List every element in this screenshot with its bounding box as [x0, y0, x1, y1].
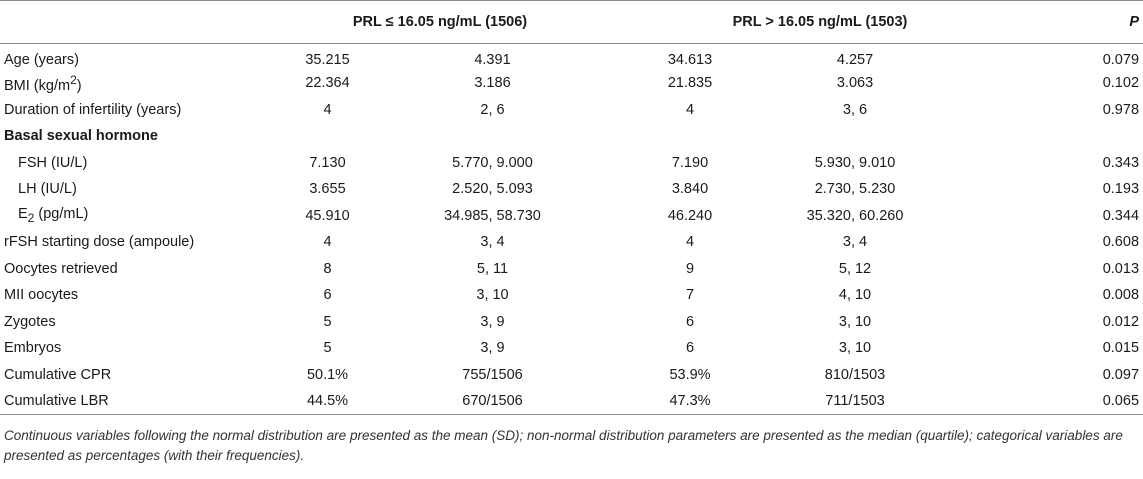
- cell-low-value: 4: [323, 101, 332, 118]
- row-label: Oocytes retrieved: [4, 260, 118, 277]
- table-row: [0, 309, 1143, 336]
- header-p-value: P: [1129, 14, 1140, 30]
- cell-high-spread: 3.063: [836, 75, 874, 92]
- cell-p-value: 0.015: [1102, 340, 1140, 357]
- cell-high-value: 34.613: [667, 51, 713, 68]
- cell-p-value: 0.065: [1102, 393, 1140, 409]
- cell-low-spread: 2, 6: [480, 101, 505, 118]
- cell-high-value: 47.3%: [669, 393, 711, 409]
- table-footnote: Continuous variables following the normal distribution are presented as the mean (SD); non-normal distribution parameters are presented as the median (quartile); categorical variables are presented as percentages (with their frequencies).: [4, 428, 1123, 463]
- cell-high-value: 4: [685, 234, 695, 251]
- cell-low-value: 7.130: [309, 154, 346, 171]
- cell-p-value: 0.193: [1102, 181, 1140, 198]
- cell-p-value: 0.012: [1102, 313, 1140, 330]
- cell-low-value: 44.5%: [306, 393, 349, 409]
- cell-low-spread: 5.770, 9.000: [452, 154, 533, 171]
- header-group-low-prl: PRL ≤ 16.05 ng/mL (1506): [352, 14, 528, 30]
- cell-high-value: 21.835: [667, 75, 713, 92]
- row-label-superscript: 2: [70, 72, 77, 87]
- cell-low-spread: 4.391: [474, 51, 511, 68]
- cell-low-value: 8: [323, 260, 332, 277]
- table-row: [0, 97, 1143, 124]
- table-row: [0, 44, 1143, 71]
- cell-low-spread: 3, 9: [480, 340, 505, 357]
- row-label: LH (IU/L): [18, 181, 77, 198]
- cell-low-spread: 670/1506: [462, 393, 523, 409]
- cell-high-spread: 4, 10: [838, 287, 872, 304]
- cell-low-spread: 3, 10: [476, 287, 509, 304]
- cell-low-spread: 34.985, 58.730: [444, 207, 541, 224]
- cell-high-value: 46.240: [667, 207, 713, 224]
- row-label: Cumulative CPR: [4, 366, 112, 383]
- cell-p-value: 0.102: [1102, 75, 1140, 92]
- cell-high-spread: 4.257: [836, 51, 874, 68]
- cell-high-value: 3.840: [671, 181, 709, 198]
- row-label: Embryos: [4, 340, 62, 357]
- cell-low-value: 6: [323, 287, 332, 304]
- cell-high-spread: 810/1503: [824, 366, 886, 383]
- table-row: [0, 388, 1143, 415]
- cell-low-value: 4: [323, 234, 332, 251]
- cell-low-value: 3.655: [309, 181, 346, 198]
- table-row: [0, 176, 1143, 203]
- row-label-text: BMI (kg/m: [4, 77, 71, 94]
- cell-high-spread: 35.320, 60.260: [806, 207, 904, 224]
- section-row: [0, 123, 1143, 150]
- row-label: MII oocytes: [4, 287, 79, 304]
- row-label: Duration of infertility (years): [4, 101, 182, 118]
- section-label: Basal sexual hormone: [4, 128, 158, 145]
- table-row: [0, 256, 1143, 283]
- table-row: [0, 229, 1143, 256]
- cell-low-value: 22.364: [305, 75, 350, 92]
- cell-p-value: 0.013: [1102, 260, 1140, 277]
- cell-high-value: 7: [685, 287, 695, 304]
- cell-high-spread: 5.930, 9.010: [814, 154, 896, 171]
- cell-low-spread: 3, 4: [480, 234, 505, 251]
- cell-p-value: 0.978: [1102, 101, 1140, 118]
- table-row: [0, 282, 1143, 309]
- cell-p-value: 0.097: [1102, 366, 1140, 383]
- row-label-tail: ): [76, 77, 82, 94]
- cell-p-value: 0.079: [1102, 51, 1140, 68]
- cell-low-value: 5: [323, 313, 332, 330]
- cell-low-spread: 5, 11: [476, 260, 509, 277]
- row-label-text: E: [18, 206, 28, 223]
- table-row: [0, 70, 1143, 97]
- cell-p-value: 0.344: [1102, 207, 1140, 224]
- table-row: [0, 150, 1143, 177]
- cell-high-spread: 3, 4: [842, 234, 868, 251]
- cell-high-value: 6: [685, 340, 695, 357]
- cell-high-spread: 711/1503: [825, 393, 885, 409]
- cell-low-spread: 2.520, 5.093: [452, 181, 533, 198]
- table-header-row: [0, 1, 1143, 44]
- cell-high-value: 53.9%: [669, 366, 711, 383]
- table-row: [0, 203, 1143, 230]
- cell-low-spread: 3, 9: [480, 313, 505, 330]
- row-label-tail: (pg/mL): [34, 206, 89, 223]
- table-row: [0, 362, 1143, 389]
- cell-p-value: 0.608: [1102, 234, 1140, 251]
- row-label: [0, 203, 250, 230]
- row-label: rFSH starting dose (ampoule): [4, 234, 195, 251]
- cell-p-value: 0.008: [1102, 287, 1140, 304]
- row-label: [0, 70, 250, 97]
- cell-low-value: 5: [323, 340, 332, 357]
- row-label-subscript: 2: [27, 211, 35, 226]
- header-empty-cell: [0, 1, 250, 44]
- cell-high-spread: 5, 12: [838, 260, 872, 277]
- row-label: Age (years): [4, 51, 79, 68]
- cell-high-spread: 3, 10: [838, 313, 872, 330]
- row-label: Zygotes: [4, 313, 56, 330]
- cell-high-value: 9: [685, 260, 695, 277]
- cell-low-spread: 755/1506: [462, 366, 523, 383]
- row-label: FSH (IU/L): [18, 154, 88, 171]
- cell-low-value: 50.1%: [306, 366, 349, 383]
- cell-p-value: 0.343: [1102, 154, 1140, 171]
- table-row: [0, 335, 1143, 362]
- row-label: Cumulative LBR: [4, 393, 109, 409]
- cell-high-value: 6: [685, 313, 695, 330]
- cell-low-value: 45.910: [305, 207, 350, 224]
- cell-high-spread: 2.730, 5.230: [814, 181, 896, 198]
- header-group-high-prl: PRL > 16.05 ng/mL (1503): [732, 14, 908, 30]
- cell-high-value: 4: [685, 101, 695, 118]
- cell-high-value: 7.190: [671, 154, 709, 171]
- cell-high-spread: 3, 10: [838, 340, 872, 357]
- cell-low-spread: 3.186: [474, 75, 511, 92]
- cell-high-spread: 3, 6: [842, 101, 868, 118]
- cell-low-value: 35.215: [305, 51, 350, 68]
